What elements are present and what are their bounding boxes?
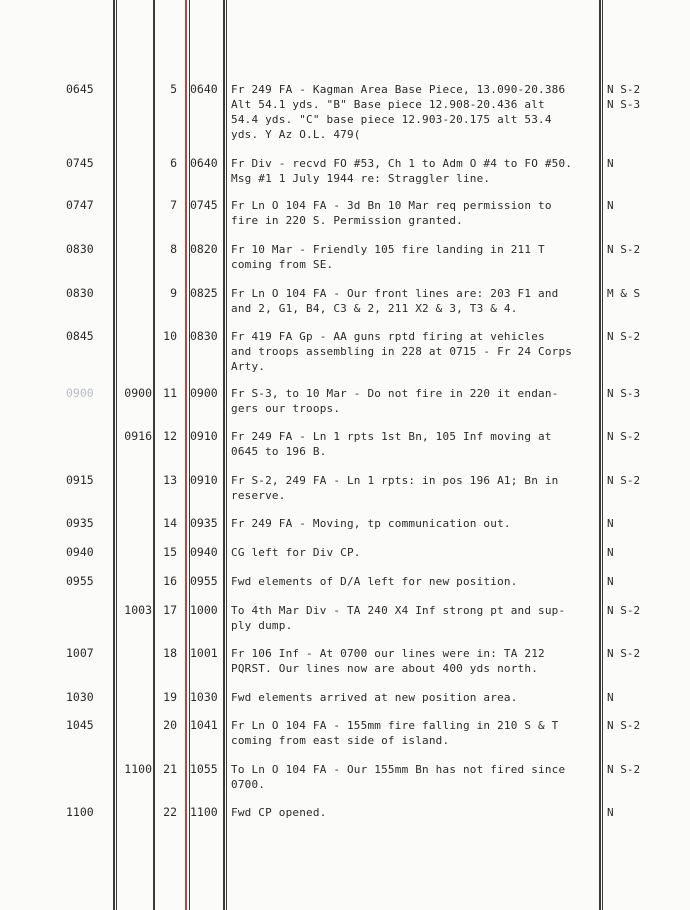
- distribution-codes: [607, 473, 687, 488]
- column-rule: [113, 0, 115, 910]
- entry-text-line: fire in 220 S. Permission granted.: [231, 214, 463, 227]
- column-rule: [116, 0, 117, 910]
- entry-text: [231, 545, 599, 560]
- serial-number: 15: [163, 545, 177, 559]
- entry-text: [231, 690, 599, 705]
- time-received: 0830: [66, 286, 94, 300]
- distribution-codes: [607, 545, 687, 560]
- message-time: 1055: [190, 762, 218, 776]
- serial-number: 17: [163, 603, 177, 617]
- entry-text: [231, 805, 599, 820]
- distribution-code: N S-2: [607, 604, 641, 617]
- column-rule: [602, 0, 603, 910]
- time-received: 1030: [66, 690, 94, 704]
- time-received: 0955: [66, 574, 94, 588]
- message-time: 1000: [190, 603, 218, 617]
- entry-text-line: 0645 to 196 B.: [231, 445, 327, 458]
- time-sent: 1100: [124, 762, 152, 776]
- entry-text-line: Fr 419 FA Gp - AA guns rptd firing at vehicles: [231, 330, 545, 343]
- message-time: 0820: [190, 242, 218, 256]
- time-received: 0747: [66, 198, 94, 212]
- distribution-code: N S-2: [607, 83, 641, 96]
- serial-number: 22: [163, 805, 177, 819]
- entry-text: [231, 603, 599, 633]
- distribution-codes: [607, 286, 687, 301]
- entry-text-line: and 2, G1, B4, C3 & 2, 211 X2 & 3, T3 & 4.: [231, 302, 518, 315]
- time-received: 0935: [66, 516, 94, 530]
- distribution-codes: [607, 762, 687, 777]
- distribution-codes: [607, 646, 687, 661]
- message-time: 0640: [190, 156, 218, 170]
- distribution-codes: [607, 805, 687, 820]
- entry-text-line: Alt 54.1 yds. "B" Base piece 12.908-20.436 alt: [231, 98, 545, 111]
- entry-text-line: Fr Div - recvd FO #53, Ch 1 to Adm O #4 to FO #50.: [231, 157, 573, 170]
- entry-text-line: gers our troops.: [231, 402, 341, 415]
- distribution-code: N: [607, 199, 614, 212]
- entry-text-line: 0700.: [231, 778, 266, 791]
- entry-text-line: yds. Y Az O.L. 479(: [231, 128, 361, 141]
- entry-text: [231, 473, 599, 503]
- column-rule: [226, 0, 227, 910]
- distribution-code: N: [607, 575, 614, 588]
- message-time: 0830: [190, 329, 218, 343]
- time-sent: 0900: [124, 386, 152, 400]
- entry-text-line: and troops assembling in 228 at 0715 - Fr 24 Corps: [231, 345, 573, 358]
- distribution-code: N S-2: [607, 474, 641, 487]
- distribution-codes: [607, 429, 687, 444]
- distribution-code: N S-2: [607, 719, 641, 732]
- time-received: 0845: [66, 329, 94, 343]
- entry-text: [231, 762, 599, 792]
- serial-number: 10: [163, 329, 177, 343]
- entry-text: [231, 386, 599, 416]
- distribution-code: N S-2: [607, 430, 641, 443]
- serial-number: 14: [163, 516, 177, 530]
- entry-text-line: coming from east side of island.: [231, 734, 450, 747]
- entry-text: [231, 429, 599, 459]
- message-time: 0910: [190, 473, 218, 487]
- entry-text-line: coming from SE.: [231, 258, 334, 271]
- entry-text-line: ply dump.: [231, 619, 293, 632]
- distribution-codes: [607, 603, 687, 618]
- entry-text-line: Fwd CP opened.: [231, 806, 327, 819]
- distribution-codes: [607, 242, 687, 257]
- message-time: 0745: [190, 198, 218, 212]
- time-received: 1045: [66, 718, 94, 732]
- time-received: 0645: [66, 82, 94, 96]
- message-time: 1001: [190, 646, 218, 660]
- time-received: 0745: [66, 156, 94, 170]
- entry-text-line: Fr 106 Inf - At 0700 our lines were in: TA 212: [231, 647, 545, 660]
- entry-text: [231, 242, 599, 272]
- serial-number: 18: [163, 646, 177, 660]
- time-received: 1007: [66, 646, 94, 660]
- serial-number: 6: [170, 156, 177, 170]
- distribution-code: N S-3: [607, 387, 641, 400]
- message-time: 0955: [190, 574, 218, 588]
- serial-number: 5: [170, 82, 177, 96]
- time-received: 0830: [66, 242, 94, 256]
- time-received: 0940: [66, 545, 94, 559]
- serial-number: 8: [170, 242, 177, 256]
- entry-text-line: 54.4 yds. "C" base piece 12.903-20.175 alt 53.4: [231, 113, 552, 126]
- message-time: 1100: [190, 805, 218, 819]
- serial-number: 21: [163, 762, 177, 776]
- distribution-code: N S-2: [607, 763, 641, 776]
- entry-text-line: Fr S-2, 249 FA - Ln 1 rpts: in pos 196 A1; Bn in: [231, 474, 559, 487]
- time-sent: 1003: [124, 603, 152, 617]
- entry-text: [231, 329, 599, 374]
- distribution-codes: [607, 386, 687, 401]
- message-time: 1041: [190, 718, 218, 732]
- entry-text-line: PQRST. Our lines now are about 400 yds north.: [231, 662, 539, 675]
- entry-text: [231, 516, 599, 531]
- time-received: 0900: [66, 386, 94, 400]
- distribution-code: N: [607, 691, 614, 704]
- entry-text-line: Fr S-3, to 10 Mar - Do not fire in 220 it endan-: [231, 387, 559, 400]
- entry-text-line: Fr Ln O 104 FA - Our front lines are: 203 F1 and: [231, 287, 559, 300]
- distribution-codes: [607, 198, 687, 213]
- entry-text: [231, 286, 599, 316]
- message-time: 0940: [190, 545, 218, 559]
- distribution-codes: [607, 574, 687, 589]
- entry-text-line: Fr Ln O 104 FA - 3d Bn 10 Mar req permission to: [231, 199, 552, 212]
- entry-text-line: To 4th Mar Div - TA 240 X4 Inf strong pt and sup-: [231, 604, 566, 617]
- entry-text-line: CG left for Div CP.: [231, 546, 361, 559]
- distribution-codes: [607, 329, 687, 344]
- column-rule: [599, 0, 601, 910]
- distribution-code: N S-2: [607, 647, 641, 660]
- message-time: 1030: [190, 690, 218, 704]
- entry-text-line: Fwd elements arrived at new position area.: [231, 691, 518, 704]
- distribution-code: N S-2: [607, 330, 641, 343]
- time-sent: 0916: [124, 429, 152, 443]
- time-received: 0915: [66, 473, 94, 487]
- message-time: 0640: [190, 82, 218, 96]
- message-time: 0910: [190, 429, 218, 443]
- serial-number: 16: [163, 574, 177, 588]
- distribution-code: N: [607, 546, 614, 559]
- distribution-code: N: [607, 517, 614, 530]
- entry-text: [231, 156, 599, 186]
- message-time: 0825: [190, 286, 218, 300]
- column-rule: [185, 0, 187, 910]
- entry-text: [231, 82, 599, 142]
- entry-text: [231, 718, 599, 748]
- entry-text-line: Fr 249 FA - Moving, tp communication out.: [231, 517, 511, 530]
- message-time: 0935: [190, 516, 218, 530]
- column-rule: [223, 0, 225, 910]
- entry-text-line: To Ln O 104 FA - Our 155mm Bn has not fired since: [231, 763, 566, 776]
- entry-text-line: Fwd elements of D/A left for new position.: [231, 575, 518, 588]
- entry-text: [231, 198, 599, 228]
- distribution-codes: [607, 718, 687, 733]
- distribution-codes: [607, 156, 687, 171]
- entry-text-line: Fr Ln O 104 FA - 155mm fire falling in 210 S & T: [231, 719, 559, 732]
- serial-number: 11: [163, 386, 177, 400]
- distribution-code: N: [607, 806, 614, 819]
- serial-number: 20: [163, 718, 177, 732]
- entry-text-line: Fr 249 FA - Kagman Area Base Piece, 13.090-20.386: [231, 83, 566, 96]
- distribution-codes: [607, 690, 687, 705]
- distribution-codes: [607, 82, 687, 112]
- entry-text: [231, 646, 599, 676]
- distribution-code: N: [607, 157, 614, 170]
- serial-number: 7: [170, 198, 177, 212]
- distribution-code: N S-2: [607, 243, 641, 256]
- entry-text-line: Fr 249 FA - Ln 1 rpts 1st Bn, 105 Inf moving at: [231, 430, 552, 443]
- serial-number: 9: [170, 286, 177, 300]
- distribution-code: M & S: [607, 287, 641, 300]
- entry-text-line: Arty.: [231, 360, 266, 373]
- entry-text-line: Fr 10 Mar - Friendly 105 fire landing in 211 T: [231, 243, 545, 256]
- entry-text-line: Msg #1 1 July 1944 re: Straggler line.: [231, 172, 491, 185]
- serial-number: 13: [163, 473, 177, 487]
- entry-text: [231, 574, 599, 589]
- serial-number: 19: [163, 690, 177, 704]
- distribution-code: N S-3: [607, 98, 641, 111]
- distribution-codes: [607, 516, 687, 531]
- entry-text-line: reserve.: [231, 489, 286, 502]
- serial-number: 12: [163, 429, 177, 443]
- message-time: 0900: [190, 386, 218, 400]
- time-received: 1100: [66, 805, 94, 819]
